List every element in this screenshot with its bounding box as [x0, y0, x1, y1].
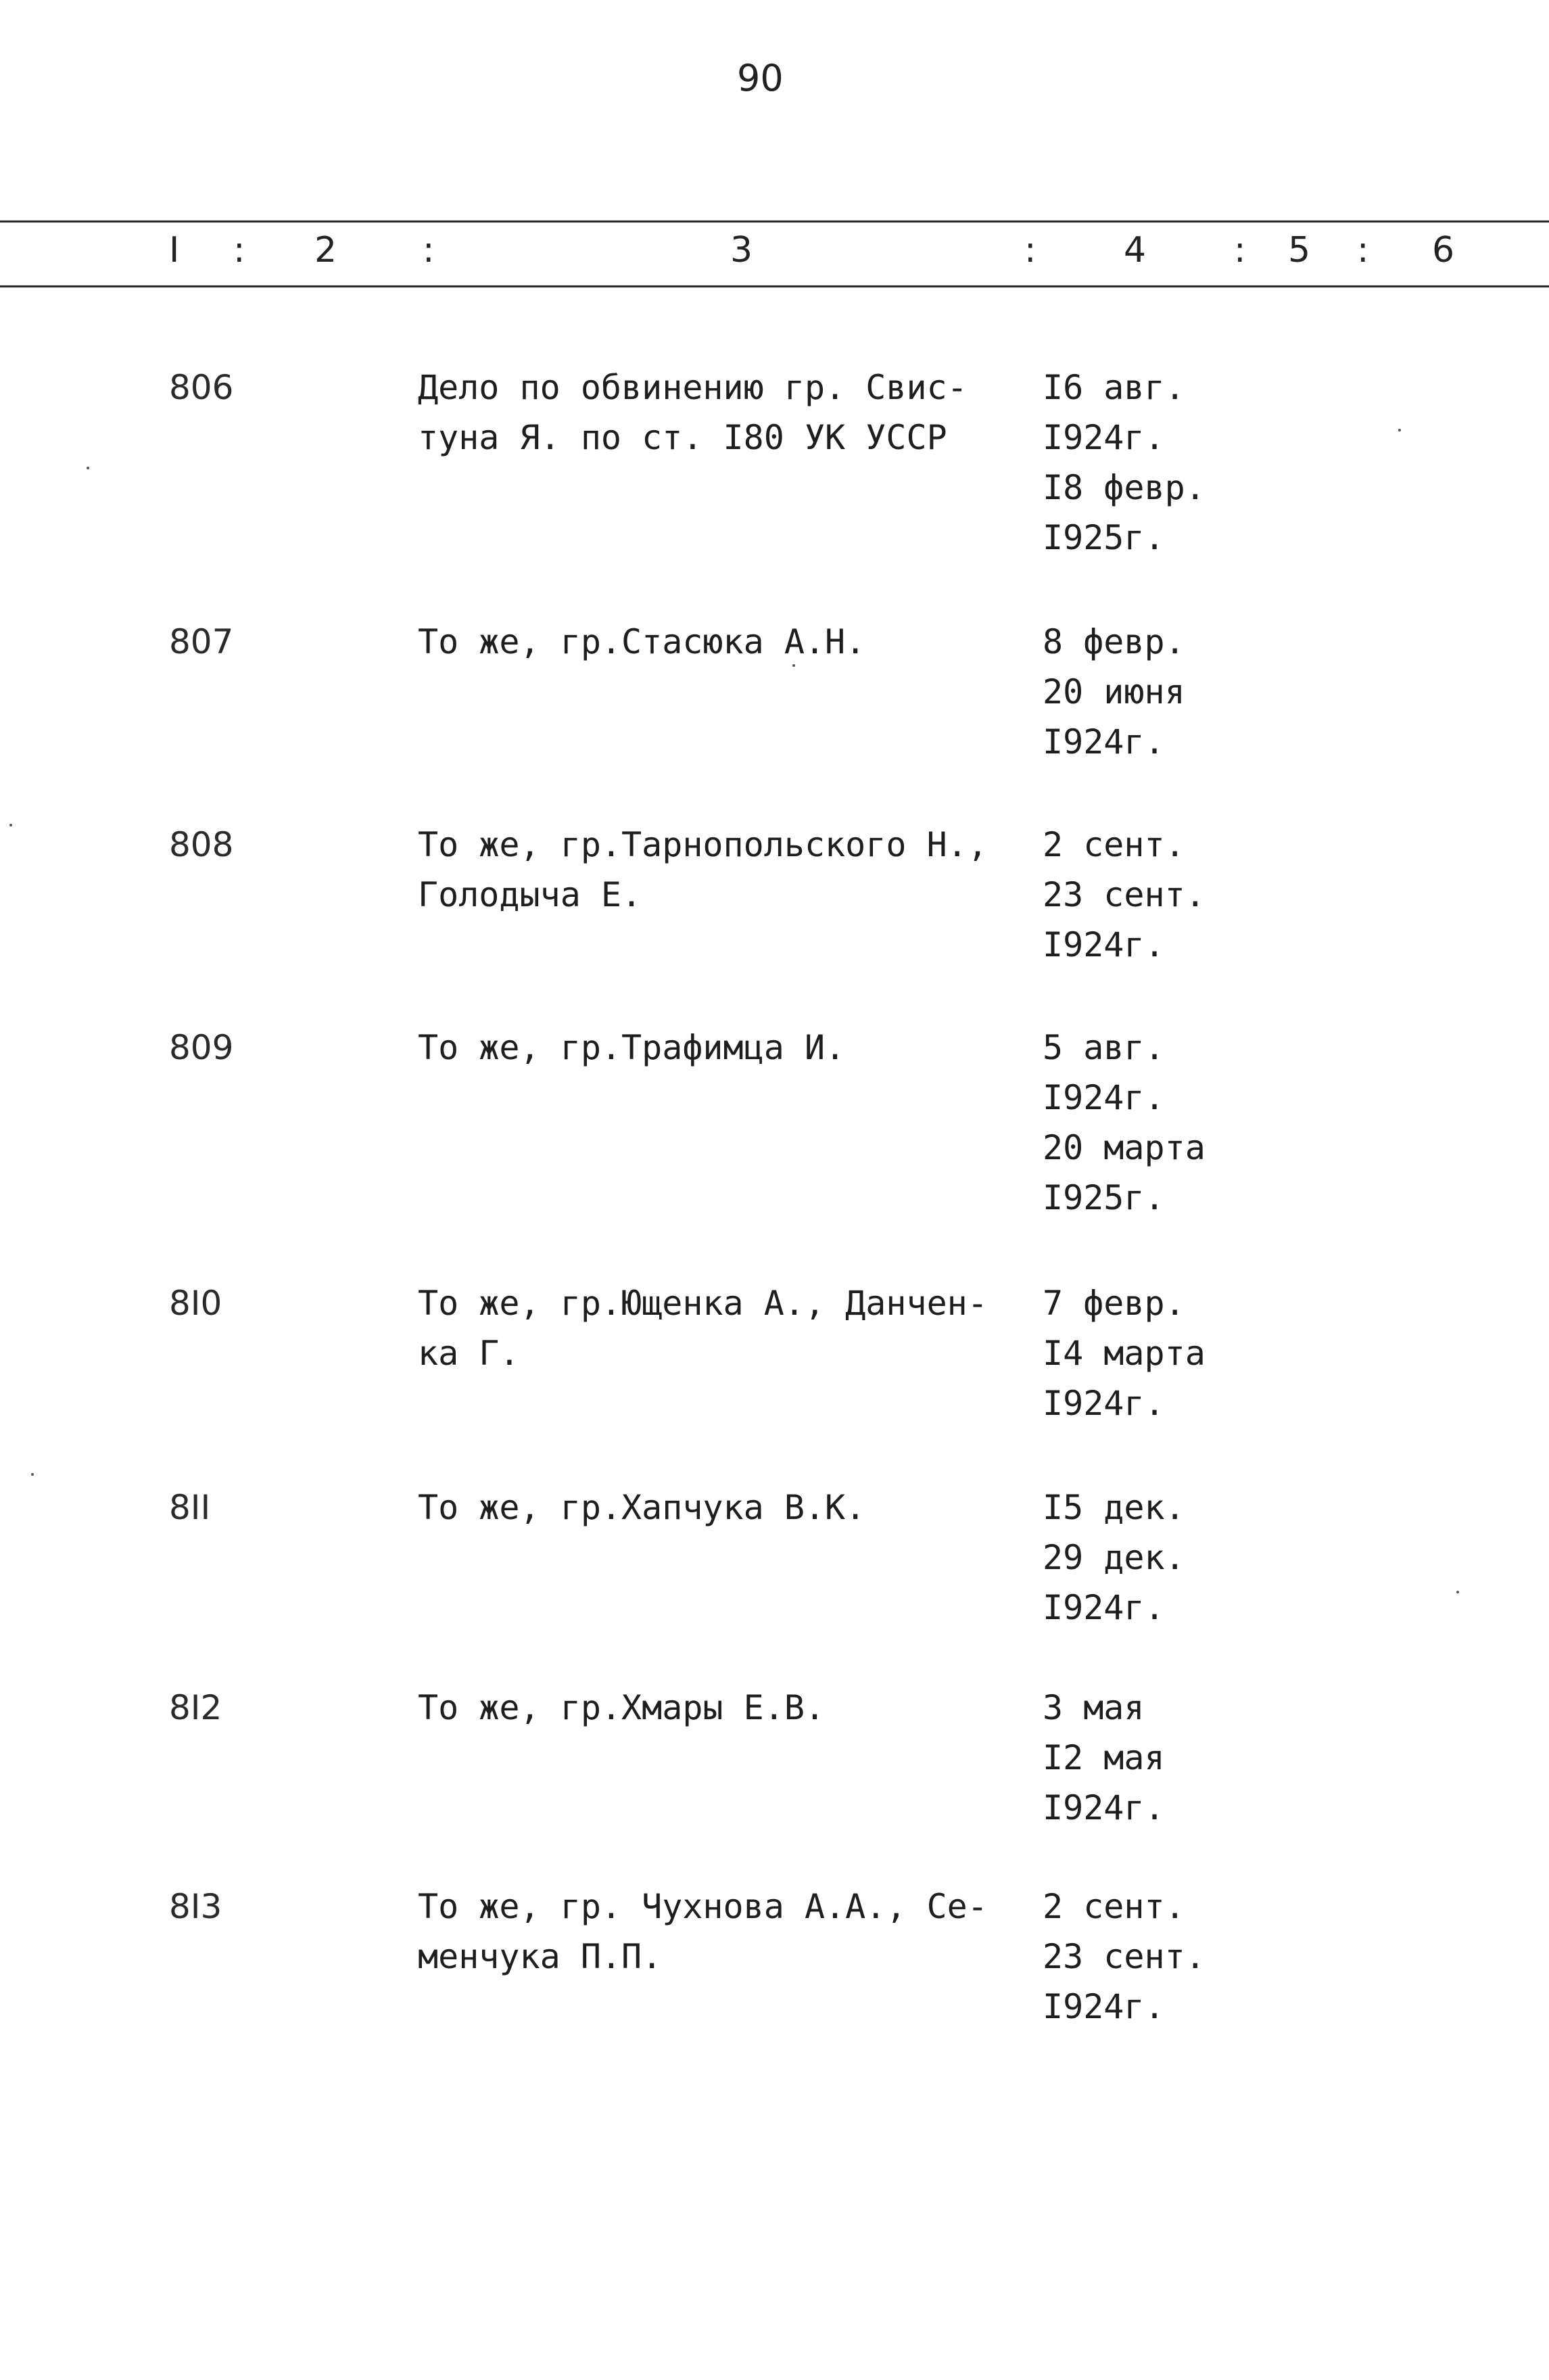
record-number: 8II — [169, 1488, 211, 1527]
record-date-line: I924г. — [1043, 722, 1165, 762]
scan-speck — [1456, 1591, 1459, 1593]
record-date-line: 7 февр. — [1043, 1284, 1185, 1323]
record-title-line: То же, гр.Хапчука В.К. — [418, 1488, 866, 1527]
record-title-line: То же, гр.Ющенка А., Данчен- — [418, 1284, 988, 1323]
record-date-line: I2 мая — [1043, 1738, 1165, 1777]
table-header-bottom-rule — [0, 285, 1549, 287]
record-title — [418, 820, 1026, 920]
record-title-line: То же, гр.Хмары Е.В. — [418, 1688, 826, 1727]
record-number: 8I0 — [169, 1284, 222, 1323]
record-date-line: I6 авг. — [1043, 368, 1185, 407]
header-separator: : — [1024, 230, 1036, 271]
record-number: 8I3 — [169, 1887, 222, 1926]
record-dates — [1043, 1483, 1313, 1633]
record-title — [418, 1023, 1026, 1073]
scan-speck — [31, 1473, 34, 1476]
scan-speck — [1398, 429, 1401, 431]
record-date-line: 23 сент. — [1043, 875, 1206, 914]
record-date-line: I924г. — [1043, 1078, 1165, 1117]
header-col-1: I — [169, 230, 180, 271]
record-dates — [1043, 363, 1313, 563]
record-date-line: I8 февр. — [1043, 468, 1206, 507]
header-separator: : — [1234, 230, 1246, 271]
record-title-line: Дело по обвинению гр. Свис- — [418, 368, 968, 407]
record-number: 8I2 — [169, 1688, 222, 1727]
header-col-3: 3 — [730, 230, 753, 271]
record-date-line: I924г. — [1043, 1384, 1165, 1423]
record-date-line: 3 мая — [1043, 1688, 1145, 1727]
record-date-line: 20 июня — [1043, 672, 1185, 711]
record-date-line: I924г. — [1043, 1588, 1165, 1627]
record-date-line: 5 авг. — [1043, 1028, 1165, 1067]
record-dates — [1043, 1023, 1313, 1223]
header-col-4: 4 — [1124, 230, 1147, 271]
record-title — [418, 617, 1026, 667]
record-date-line: I5 дек. — [1043, 1488, 1185, 1527]
record-title-line: То же, гр. Чухнова А.А., Се- — [418, 1887, 988, 1926]
record-dates — [1043, 1683, 1313, 1833]
record-dates — [1043, 617, 1313, 767]
record-date-line: I925г. — [1043, 1178, 1165, 1217]
record-title — [418, 363, 1026, 463]
record-title — [418, 1483, 1026, 1533]
record-date-line: I925г. — [1043, 518, 1165, 557]
header-col-2: 2 — [314, 230, 337, 271]
record-title-line: То же, гр.Трафимца И. — [418, 1028, 846, 1067]
header-separator: : — [423, 230, 435, 271]
record-date-line: 29 дек. — [1043, 1538, 1185, 1577]
record-number: 807 — [169, 622, 234, 661]
record-title-line: Голодыча Е. — [418, 875, 642, 914]
record-title-line: ка Г. — [418, 1334, 520, 1373]
record-date-line: 2 сент. — [1043, 1887, 1185, 1926]
record-title — [418, 1278, 1026, 1378]
record-title-line: туна Я. по ст. I80 УК УССР — [418, 418, 947, 457]
record-date-line: 20 марта — [1043, 1128, 1206, 1167]
record-date-line: I924г. — [1043, 925, 1165, 964]
scan-speck — [87, 467, 89, 469]
record-dates — [1043, 1278, 1313, 1428]
table-header — [0, 230, 1549, 277]
header-col-5: 5 — [1288, 230, 1311, 271]
record-dates — [1043, 820, 1313, 970]
table-header-top-rule — [0, 220, 1549, 223]
record-date-line: 2 сент. — [1043, 825, 1185, 864]
record-title-line: То же, гр.Тарнопольского Н., — [418, 825, 988, 864]
record-number: 806 — [169, 368, 234, 407]
record-date-line: I924г. — [1043, 1987, 1165, 2026]
record-date-line: 23 сент. — [1043, 1937, 1206, 1976]
record-title-line: менчука П.П. — [418, 1937, 663, 1976]
header-separator: : — [1357, 230, 1369, 271]
scan-speck — [792, 664, 795, 667]
record-date-line: 8 февр. — [1043, 622, 1185, 661]
record-title — [418, 1683, 1026, 1733]
record-title — [418, 1882, 1026, 1982]
record-dates — [1043, 1882, 1313, 2032]
scan-speck — [9, 824, 12, 826]
header-col-6: 6 — [1432, 230, 1455, 271]
record-title-line: То же, гр.Стасюка А.Н. — [418, 622, 866, 661]
record-date-line: I4 марта — [1043, 1334, 1206, 1373]
record-number: 808 — [169, 825, 234, 864]
record-number: 809 — [169, 1028, 234, 1067]
page-number: 90 — [737, 57, 784, 99]
header-separator: : — [233, 230, 245, 271]
record-date-line: I924г. — [1043, 1788, 1165, 1827]
record-date-line: I924г. — [1043, 418, 1165, 457]
